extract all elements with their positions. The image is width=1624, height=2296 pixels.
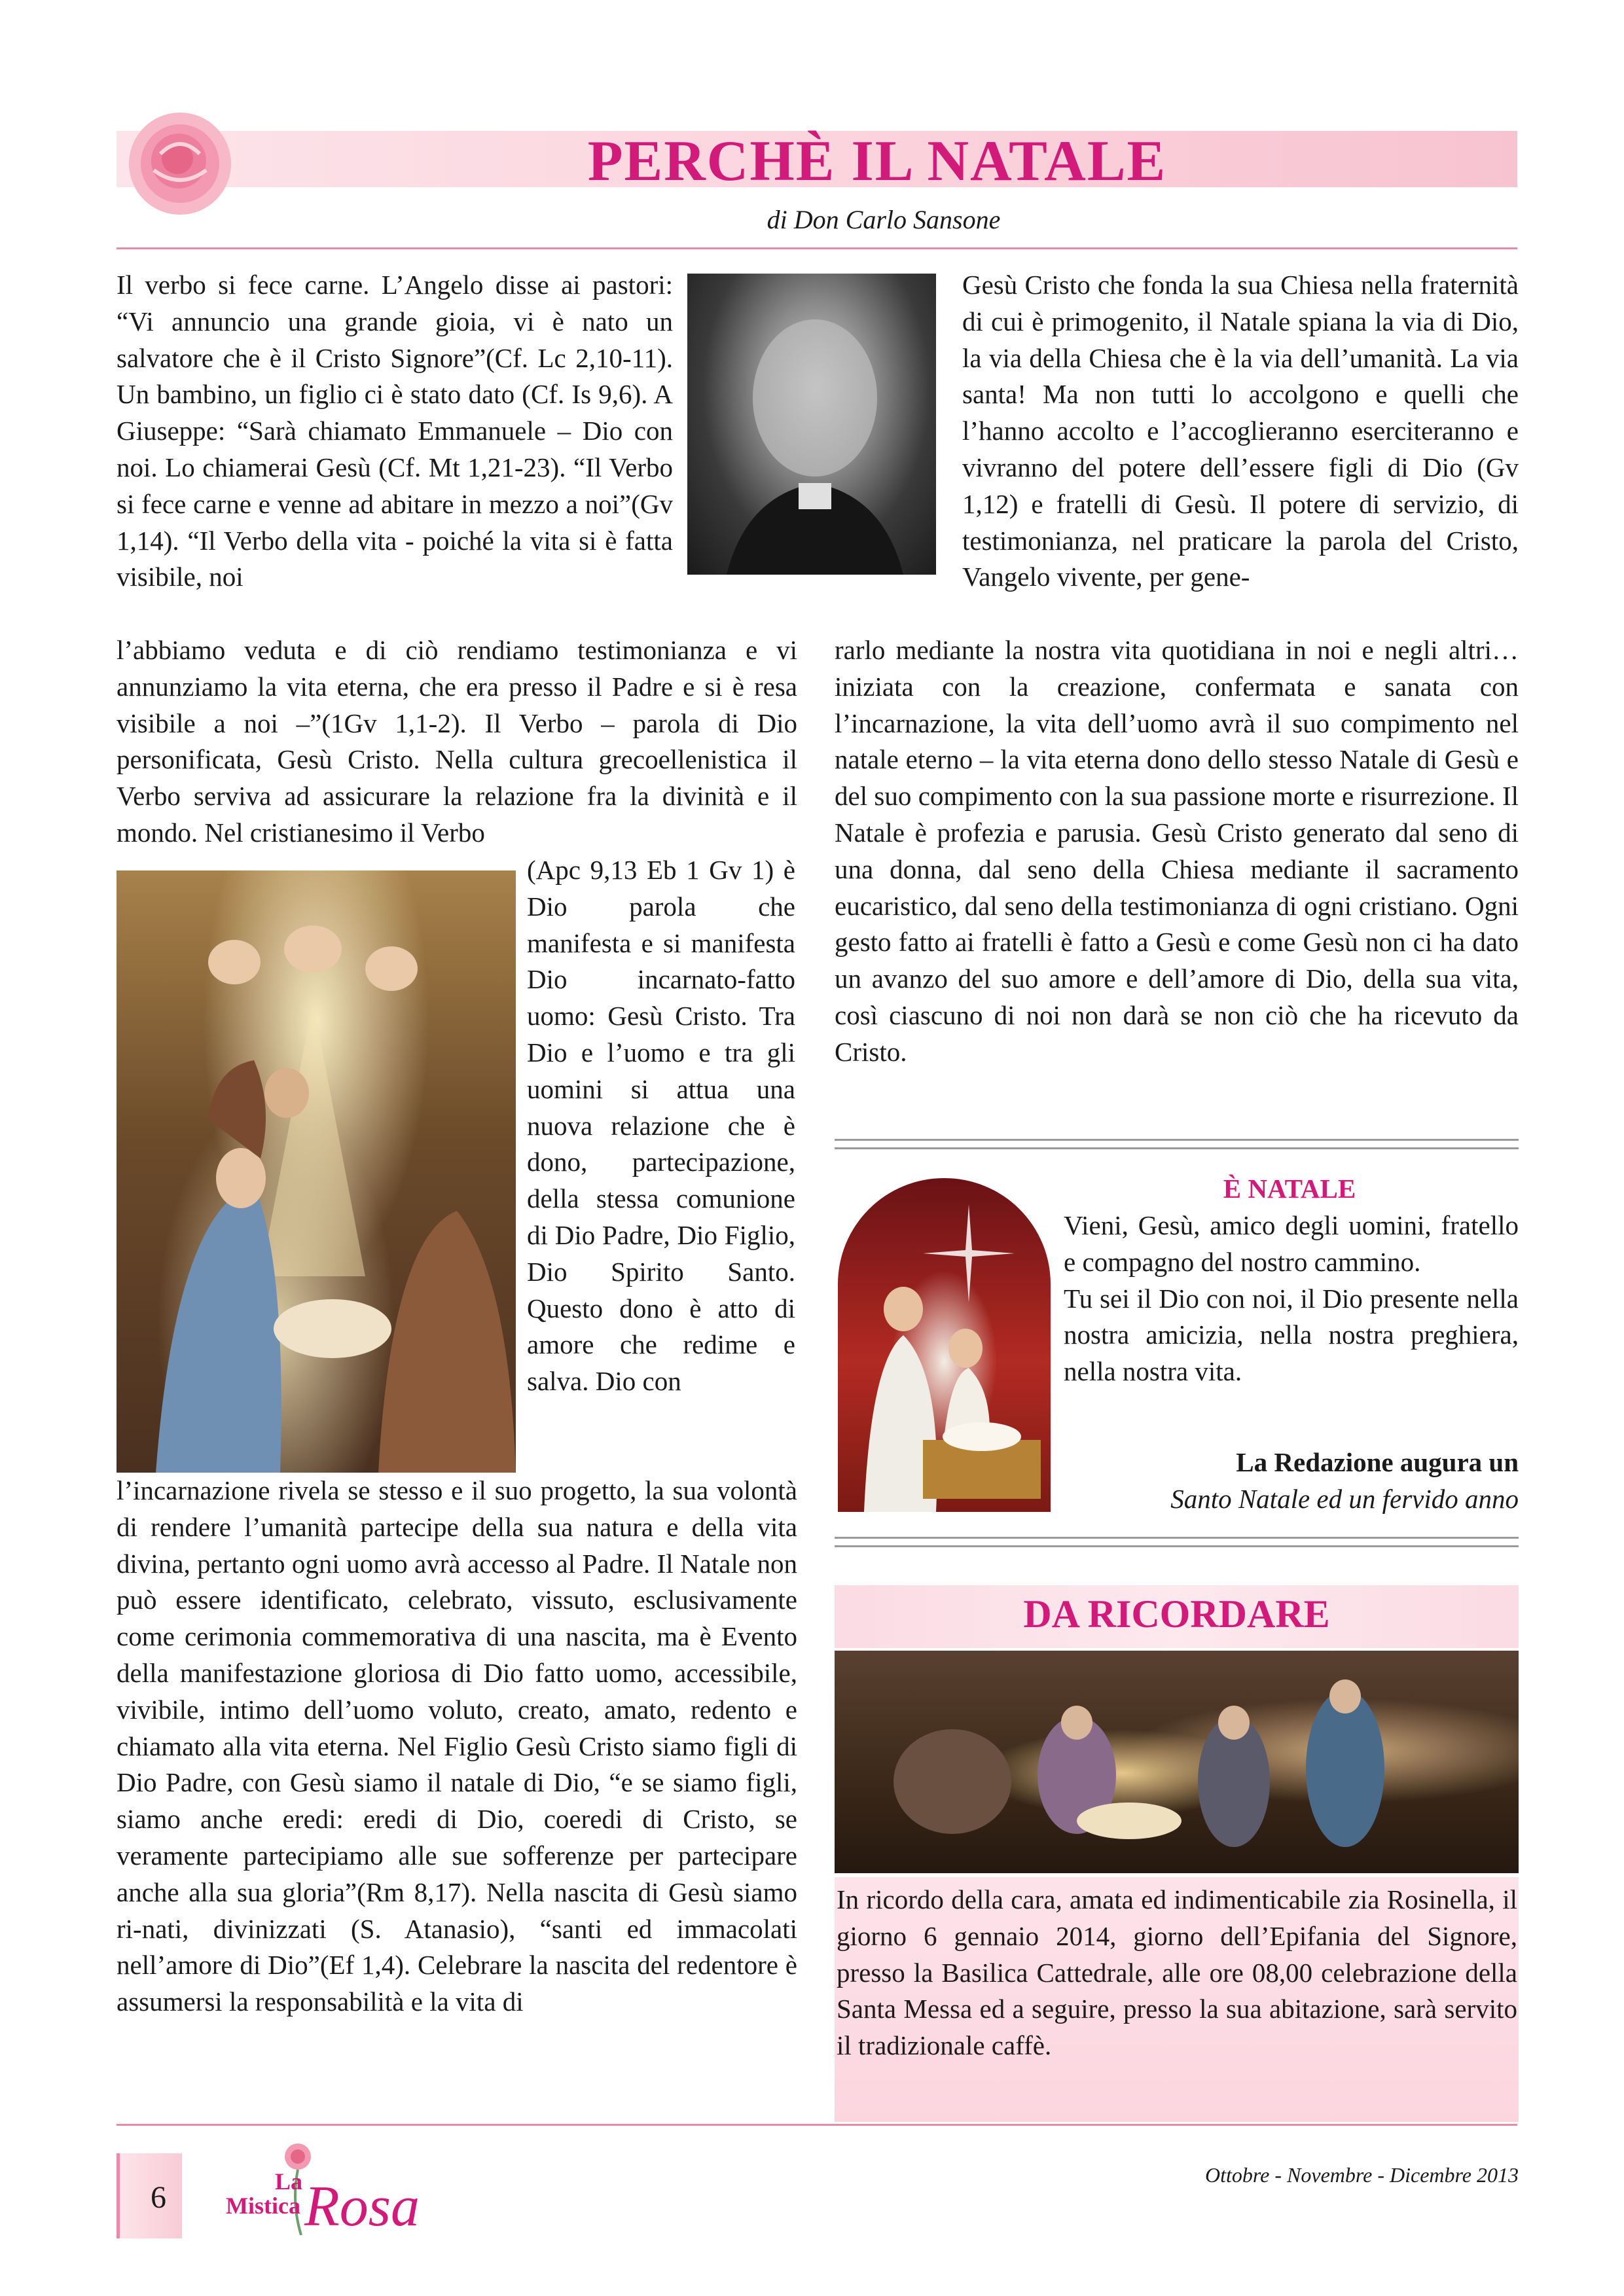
natale-box-title: È NATALE [1223, 1174, 1356, 1204]
nativity-scene-photo [835, 1651, 1519, 1873]
logo-la: La [275, 2168, 303, 2195]
section-divider [835, 1537, 1519, 1547]
section-divider [835, 1139, 1519, 1149]
holiday-wish: Santo Natale ed un fervido anno [1170, 1484, 1519, 1514]
article-text-right-top: Gesù Cristo che fonda la sua Chiesa nella fraternità di cui è primogenito, il Natale spiana la via di Dio, la via della Chiesa che è la via dell’umanità. La via santa! Ma non tutti lo accolgono e quelli che l’hanno accolto e l’accoglieranno eserciteranno e vivranno del potere dell’essere figli di Dio (Gv 1,12) e fratelli di Gesù. Il potere di servizio, di testimonianza, nel praticare la parola del Cristo, Vangelo vivente, per gene- [962, 270, 1519, 592]
page-number-box [117, 2153, 182, 2238]
redazione-greeting: La Redazione augura un [1236, 1447, 1519, 1477]
article-text-right-middle: rarlo mediante la nostra vita quotidiana in noi e negli altri…iniziata con la creazione, confermata e sanata con l’incarnazione, la vita dell’uomo avrà il suo compimento nel natale eterno – la vita eterna dono dello stesso Natale di Gesù e del suo compimento con la sua passione morte e risurrezione. Il Natale è profezia e parusia. Gesù Cristo generato dal seno di una donna, dal seno della Chiesa mediante il sacramento eucaristico, dal seno della testimonianza di ogni cristiano. Ogni gesto fatto ai fratelli è fatto a Gesù e come Gesù non ci ha dato un avanzo del suo amore e dell’amore di Dio, della sua vita, così ciascuno di noi non darà se non ciò che ha ricevuto da Cristo. [835, 635, 1519, 1067]
byline: di Don Carlo Sansone [767, 205, 1001, 234]
header-divider [117, 247, 1517, 249]
logo-mistica: Mistica [226, 2193, 300, 2219]
ricordare-title: DA RICORDARE [1023, 1592, 1330, 1636]
article-text-left-top: Il verbo si fece carne. L’Angelo disse ai pastori: “Vi annuncio una grande gioia, vi è nato un salvatore che è il Cristo Signore”(Cf. Lc 2,10-11). Un bambino, un figlio ci è stato dato (Cf. Is 9,6). A Giuseppe: “Sarà chiamato Emmanuele – Dio con noi. Lo chiamerai Gesù (Cf. Mt 1,21-23). “Il Verbo si fece carne e venne ad abitare in mezzo a noi”(Gv 1,14). “Il Verbo della vita - poiché la vita si è fatta visibile, noi [117, 270, 673, 592]
page-number: 6 [151, 2180, 166, 2215]
page-title: PERCHÈ IL NATALE [587, 130, 1167, 193]
author-portrait-photo [687, 274, 936, 575]
ricordare-text: In ricordo della cara, amata ed indimenticabile zia Rosinella, il giorno 6 gennaio 2014, giorno dell’Epifania del Signore, presso la Basilica Cattedrale, alle ore 08,00 celebrazione della Santa Messa ed a seguire, presso la sua abitazione, sarà servito il tradizionale caffè. [837, 1884, 1517, 2061]
nativity-painting-image [117, 870, 516, 1473]
poem-stanza: Vieni, Gesù, amico degli uomini, fratello e compagno del nostro cammino. [1064, 1210, 1519, 1277]
article-text-left-bottom: l’incarnazione rivela se stesso e il suo progetto, la sua volontà di rendere l’umanità partecipe della sua natura e della vita divina, pertanto ogni uomo avrà accesso al Padre. Il Natale non può essere identificato, celebrato, vissuto, esclusivamente come cerimonia commemorativa di una nascita, ma è Evento della manifestazione gloriosa di Dio fatto uomo, accessibile, vivibile, intimo dell’uomo voluto, creato, amato, redento e chiamato alla vita eterna. Nel Figlio Gesù Cristo siamo figli di Dio Padre, con Gesù siamo il natale di Dio, “e se siamo figli, siamo anche eredi: eredi di Dio, coeredi di Cristo, se veramente partecipiamo alle sue sofferenze per partecipare anche alla sua gloria”(Rm 8,17). Nella nascita di Gesù siamo ri-nati, divinizzati (S. Atanasio), “santi ed immacolati nell’amore di Dio”(Ef 1,4). Celebrare la nascita del redentore è assumersi la responsabilità e la vita di [117, 1475, 797, 2017]
poem-stanza: Tu sei il Dio con noi, il Dio presente nella nostra amicizia, nella nostra preghiera, nella nostra vita. [1064, 1283, 1519, 1387]
footer-divider [117, 2124, 1517, 2126]
article-text-left-middle: l’abbiamo veduta e di ciò rendiamo testimonianza e vi annunziamo la vita eterna, che era presso il Padre e si è resa visibile a noi –”(1Gv 1,1-2). Il Verbo – parola di Dio personificata, Gesù Cristo. Nella cultura grecoellenistica il Verbo serviva ad assicurare la relazione fra la divinità e il mondo. Nel cristianesimo il Verbo [117, 635, 797, 848]
article-text-beside-painting: (Apc 9,13 Eb 1 Gv 1) è Dio parola che manifesta e si manifesta Dio incarnato-fatto uomo: Gesù Cristo. Tra Dio e l’uomo e tra gli uomini si attua una nuova relazione che è dono, partecipazione, della stessa comunione di Dio Padre, Dio Figlio, Dio Spirito Santo. Questo dono è atto di amore che redime e salva. Dio con [527, 855, 795, 1397]
rose-icon [115, 98, 245, 229]
logo-rosa: Rosa [304, 2175, 420, 2235]
issue-date: Ottobre - Novembre - Dicembre 2013 [1205, 2163, 1519, 2187]
holy-family-image [838, 1178, 1051, 1512]
magazine-logo [177, 2137, 465, 2235]
natale-poem [1064, 1208, 1519, 1390]
